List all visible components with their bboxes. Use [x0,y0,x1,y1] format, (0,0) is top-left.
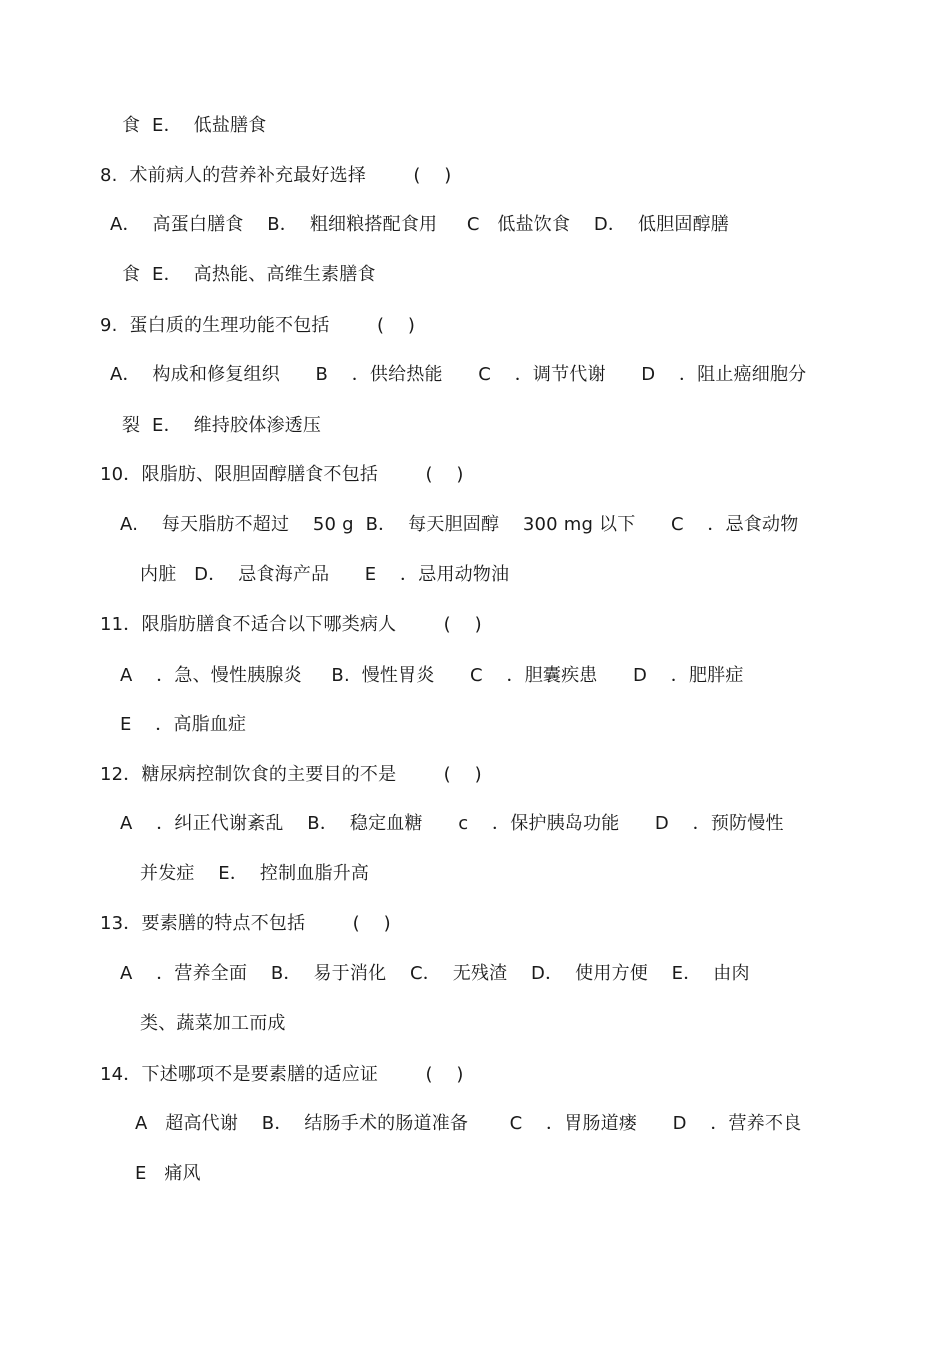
q9-options-continued: 裂 E． 维持胶体渗透压 [122,415,322,436]
q14-question: 14．下述哪项不是要素膳的适应证 ( ) [100,1064,464,1085]
q11-options-continued: E ．高脂血症 [120,714,247,735]
q8-question: 8. 术前病人的营养补充最好选择 ( ) [100,165,452,186]
q11-question: 11．限脂肪膳食不适合以下哪类病人 ( ) [100,614,482,635]
q9-question: 9. 蛋白质的生理功能不包括 ( ) [100,315,416,336]
q13-options-continued: 类、蔬菜加工而成 [140,1013,286,1034]
q11-options: A ．急、慢性胰腺炎 B. 慢性胃炎 C ．胆囊疾患 D ．肥胖症 [120,665,744,686]
q13-options: A ．营养全面 B． 易于消化 C． 无残渣 D． 使用方便 E． 由肉 [120,963,750,984]
q10-options: A. 每天脂肪不超过 50 g B． 每天胆固醇 300 mg 以下 C ．忌食动物 [120,514,799,535]
q9-options: A． 构成和修复组织 B ．供给热能 C ．调节代谢 D ．阻止癌细胞分 [110,364,807,385]
q14-options-continued: E 痛风 [135,1163,201,1184]
q8-options: A． 高蛋白膳食 B． 粗细粮搭配食用 C 低盐饮食 D． 低胆固醇膳 [110,214,729,235]
q8-options-continued: 食 E． 高热能、高维生素膳食 [122,264,376,285]
q10-options-continued: 内脏 D． 忌食海产品 E ．忌用动物油 [140,564,510,585]
q12-options-continued: 并发症 E． 控制血脂升高 [140,863,370,884]
q12-options: A ．纠正代谢紊乱 B． 稳定血糖 c ．保护胰岛功能 D ．预防慢性 [120,813,784,834]
q10-question: 10．限脂肪、限胆固醇膳食不包括 ( ) [100,464,464,485]
q7-options-continued: 食 E． 低盐膳食 [122,115,267,136]
q13-question: 13．要素膳的特点不包括 ( ) [100,913,391,934]
q12-question: 12．糖尿病控制饮食的主要目的不是 ( ) [100,764,482,785]
q14-options: A 超高代谢 B． 结肠手术的肠道准备 C ．胃肠道瘘 D ．营养不良 [135,1113,802,1134]
